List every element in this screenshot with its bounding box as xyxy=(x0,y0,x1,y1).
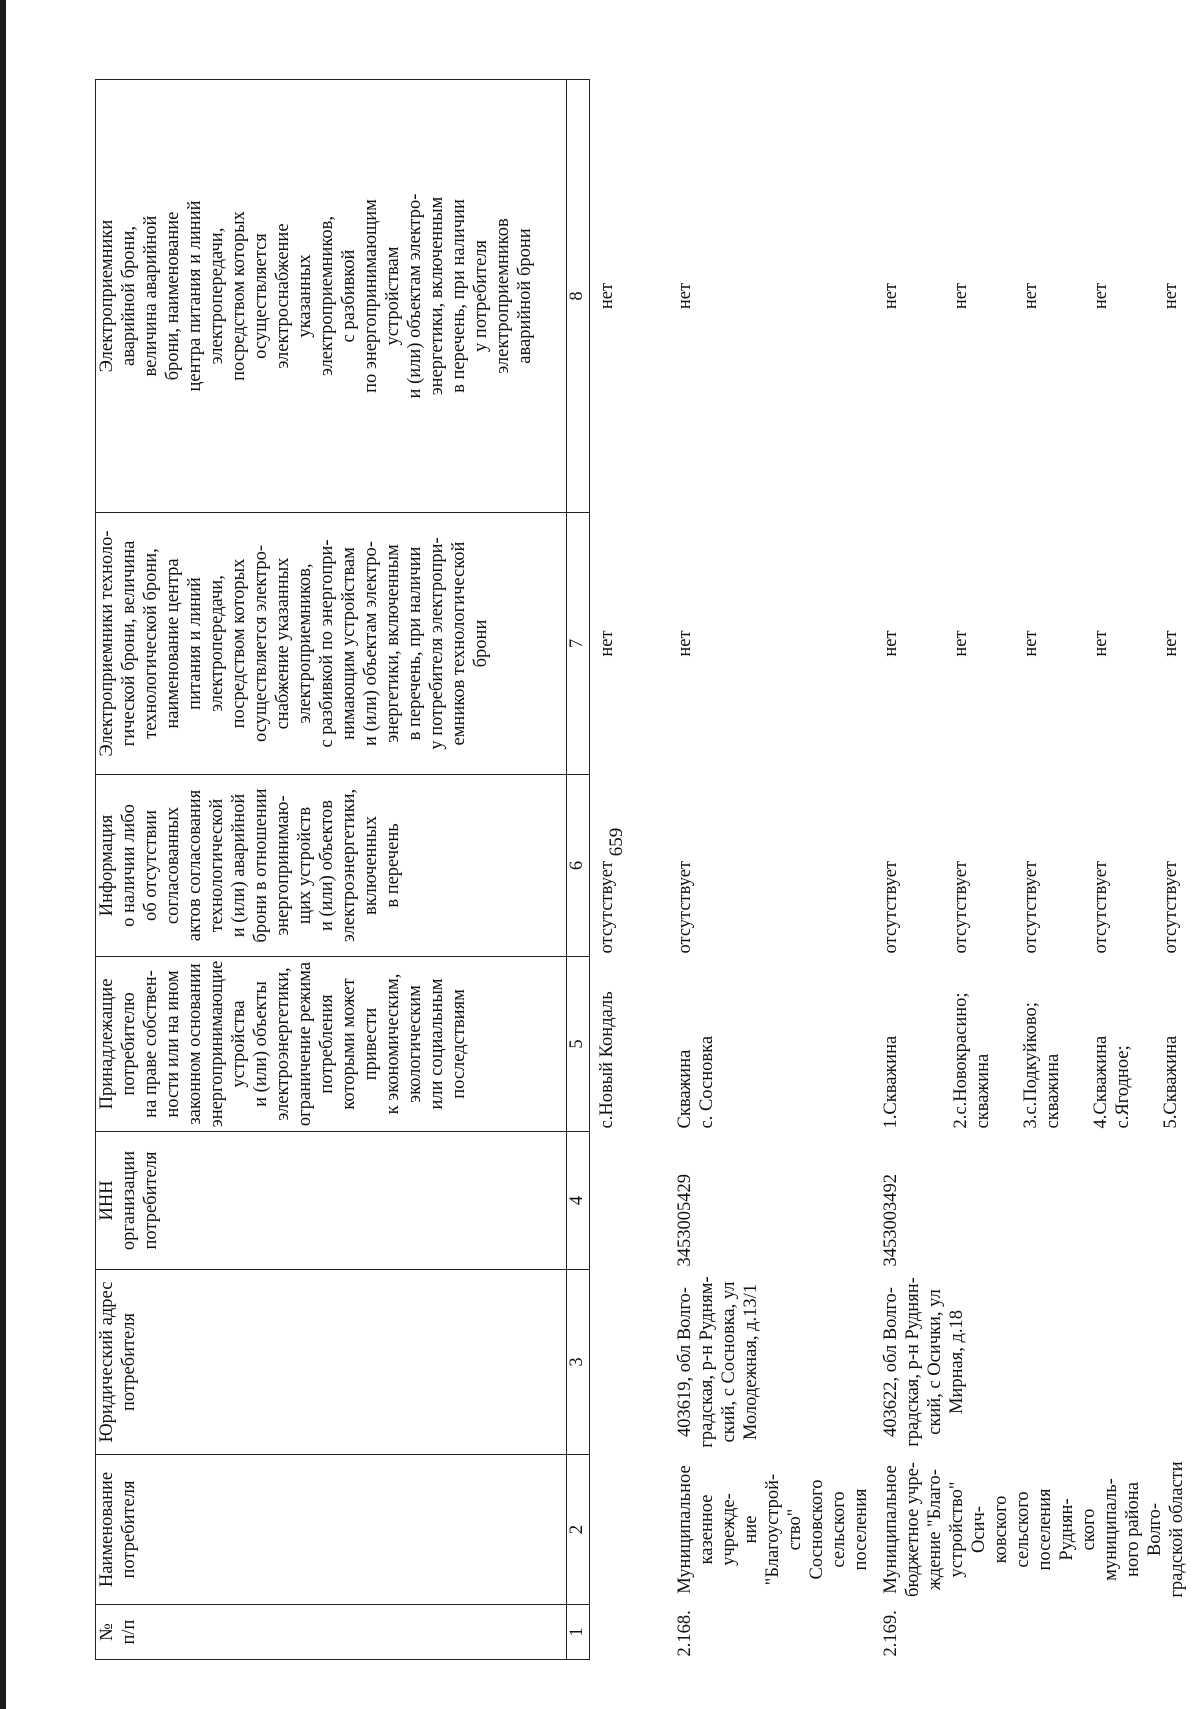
column-number: 4 xyxy=(567,1132,590,1270)
row-number: 2.169. xyxy=(880,1610,901,1657)
energy-object: Скважина с. Сосновка xyxy=(674,1035,717,1129)
header-label: Наименование потребителя xyxy=(97,1471,139,1588)
header-label: Информация о наличии либо об отсутствии согласованных актов согласования технологической и (или) аварийной брони в отношении энергопринимаю- щих устройств и (или) объектов электроэнергетики, включенных в перечень xyxy=(97,788,403,943)
header-label: Принадлежащие потребителю на праве собствен- ности или на ином законном основании энергопринимающие устройства и (или) объекты электроэнергетики, ограничение режима потребления которыми может привести к экономическим, экологическим или социальным последствиям xyxy=(97,960,469,1128)
energy-object: с.Новый Кондаль xyxy=(597,991,617,1129)
energy-object: 4.Скважина с.Ягодное; xyxy=(1090,1035,1133,1129)
agreement-info: отсутствует xyxy=(1090,860,1111,954)
row-number xyxy=(590,1605,648,1660)
consumer-inn xyxy=(590,1132,648,1270)
scan-edge xyxy=(0,0,6,1709)
header-row xyxy=(96,80,567,1660)
agreement-info: отсутствует xyxy=(1020,860,1041,954)
column-number: 8 xyxy=(567,80,590,513)
header-label: ИНН организации потребителя xyxy=(97,1150,161,1251)
tech-reserve: нет xyxy=(1090,630,1111,657)
column-number: 7 xyxy=(567,513,590,775)
tech-reserve: нет xyxy=(880,630,901,657)
agreement-info: отсутствует xyxy=(597,860,617,954)
table-row xyxy=(648,80,872,1660)
tech-reserve: нет xyxy=(1160,630,1181,657)
emergency-reserve: нет xyxy=(1020,282,1041,310)
header-label: Юридический адрес потребителя xyxy=(97,1281,139,1443)
header-cell xyxy=(96,1132,567,1270)
column-number: 3 xyxy=(567,1270,590,1455)
header-cell xyxy=(96,1455,567,1605)
header-label: Электроприемники техноло- гической брони, величина технологической брони, наименование центра питания и линий электропередачи, посредством которых осуществляется электро- снабжение указанных электроприемников, с разбивкой по энергопри- нимающим устройствам и (или) объектам электро- энергетики, включенным в перечень, при наличии у потребителя электропри- емников технологической брони xyxy=(97,530,491,757)
agreement-info: отсутствует xyxy=(880,860,901,954)
emergency-reserve: нет xyxy=(674,282,695,310)
header-cell xyxy=(96,957,567,1132)
consumer-address: 403619, обл Волго- градская, р-н Рудням- ский, с Сосновка, ул Молодежная, д.13/1 xyxy=(674,1276,761,1448)
energy-object: 2.с.Новокрасино; скважина xyxy=(950,992,993,1129)
tech-reserve: нет xyxy=(674,630,695,657)
emergency-reserve: нет xyxy=(950,282,971,310)
row-number: 2.168. xyxy=(674,1610,695,1657)
energy-object: 1.Скважина xyxy=(880,1035,901,1129)
tech-reserve: нет xyxy=(1020,630,1041,657)
energy-object: 3.с.Подкуйково; скважина xyxy=(1020,1002,1063,1129)
column-number: 2 xyxy=(567,1455,590,1605)
emergency-reserve: нет xyxy=(1090,282,1111,310)
emergency-reserve: нет xyxy=(1160,282,1181,310)
consumer-address xyxy=(590,1270,648,1455)
consumer-name xyxy=(590,1455,648,1605)
column-number: 1 xyxy=(567,1605,590,1660)
consumer-name: Муниципальное бюджетное учре- ждение "Благо- устройство" Осич- ковского сельского поселения Руднян- ского муниципаль- ного района Волго- градской области xyxy=(880,1461,1187,1598)
table-row xyxy=(872,80,1200,1660)
header-label: № п/п xyxy=(97,1619,139,1645)
consumer-table xyxy=(95,79,1200,1660)
consumer-name: Муниципальное казенное учрежде- ние "Благоустрой- ство" Сосновского сельского поселения xyxy=(674,1465,871,1594)
emergency-reserve: нет xyxy=(597,282,617,310)
consumer-address: 403622, обл Волго- градская, р-н Руднян- ский, с Осички, ул Мирная, д.18 xyxy=(880,1277,967,1447)
page-number: 659 xyxy=(606,827,627,857)
header-cell xyxy=(96,775,567,957)
agreement-info: отсутствует xyxy=(674,860,695,954)
rotated-table-sheet xyxy=(95,80,1187,1660)
tech-reserve-list xyxy=(872,513,1200,775)
column-number-row xyxy=(567,80,590,1660)
header-label: Электроприемники аварийной брони, величина аварийной брони, наименование центра питания и линий электропередачи, посредством которых осуществляется электроснабжение указанных электроприемников, с разбивкой по энергопринимающим устройствам и (или) объектам электро- энергетики, включенным в перечень, при наличии у потребителя электроприемников аварийной брони xyxy=(97,193,535,399)
header-cell xyxy=(96,80,567,513)
column-number: 5 xyxy=(567,957,590,1132)
consumer-inn: 3453005429 xyxy=(674,1174,695,1267)
tech-reserve: нет xyxy=(950,630,971,657)
emergency-reserve-list xyxy=(872,80,1200,513)
emergency-reserve: нет xyxy=(880,282,901,310)
energy-objects xyxy=(872,957,1200,1132)
table-row xyxy=(590,80,648,1660)
agreement-info: отсутствует xyxy=(1160,860,1181,954)
tech-reserve: нет xyxy=(597,630,617,657)
consumer-inn: 3453003492 xyxy=(880,1174,901,1267)
header-cell xyxy=(96,1605,567,1660)
header-cell xyxy=(96,513,567,775)
agreement-info-list xyxy=(872,775,1200,957)
column-number: 6 xyxy=(567,775,590,957)
agreement-info: отсутствует xyxy=(950,860,971,954)
header-cell xyxy=(96,1270,567,1455)
energy-object: 5.Скважина xyxy=(1160,1035,1181,1129)
